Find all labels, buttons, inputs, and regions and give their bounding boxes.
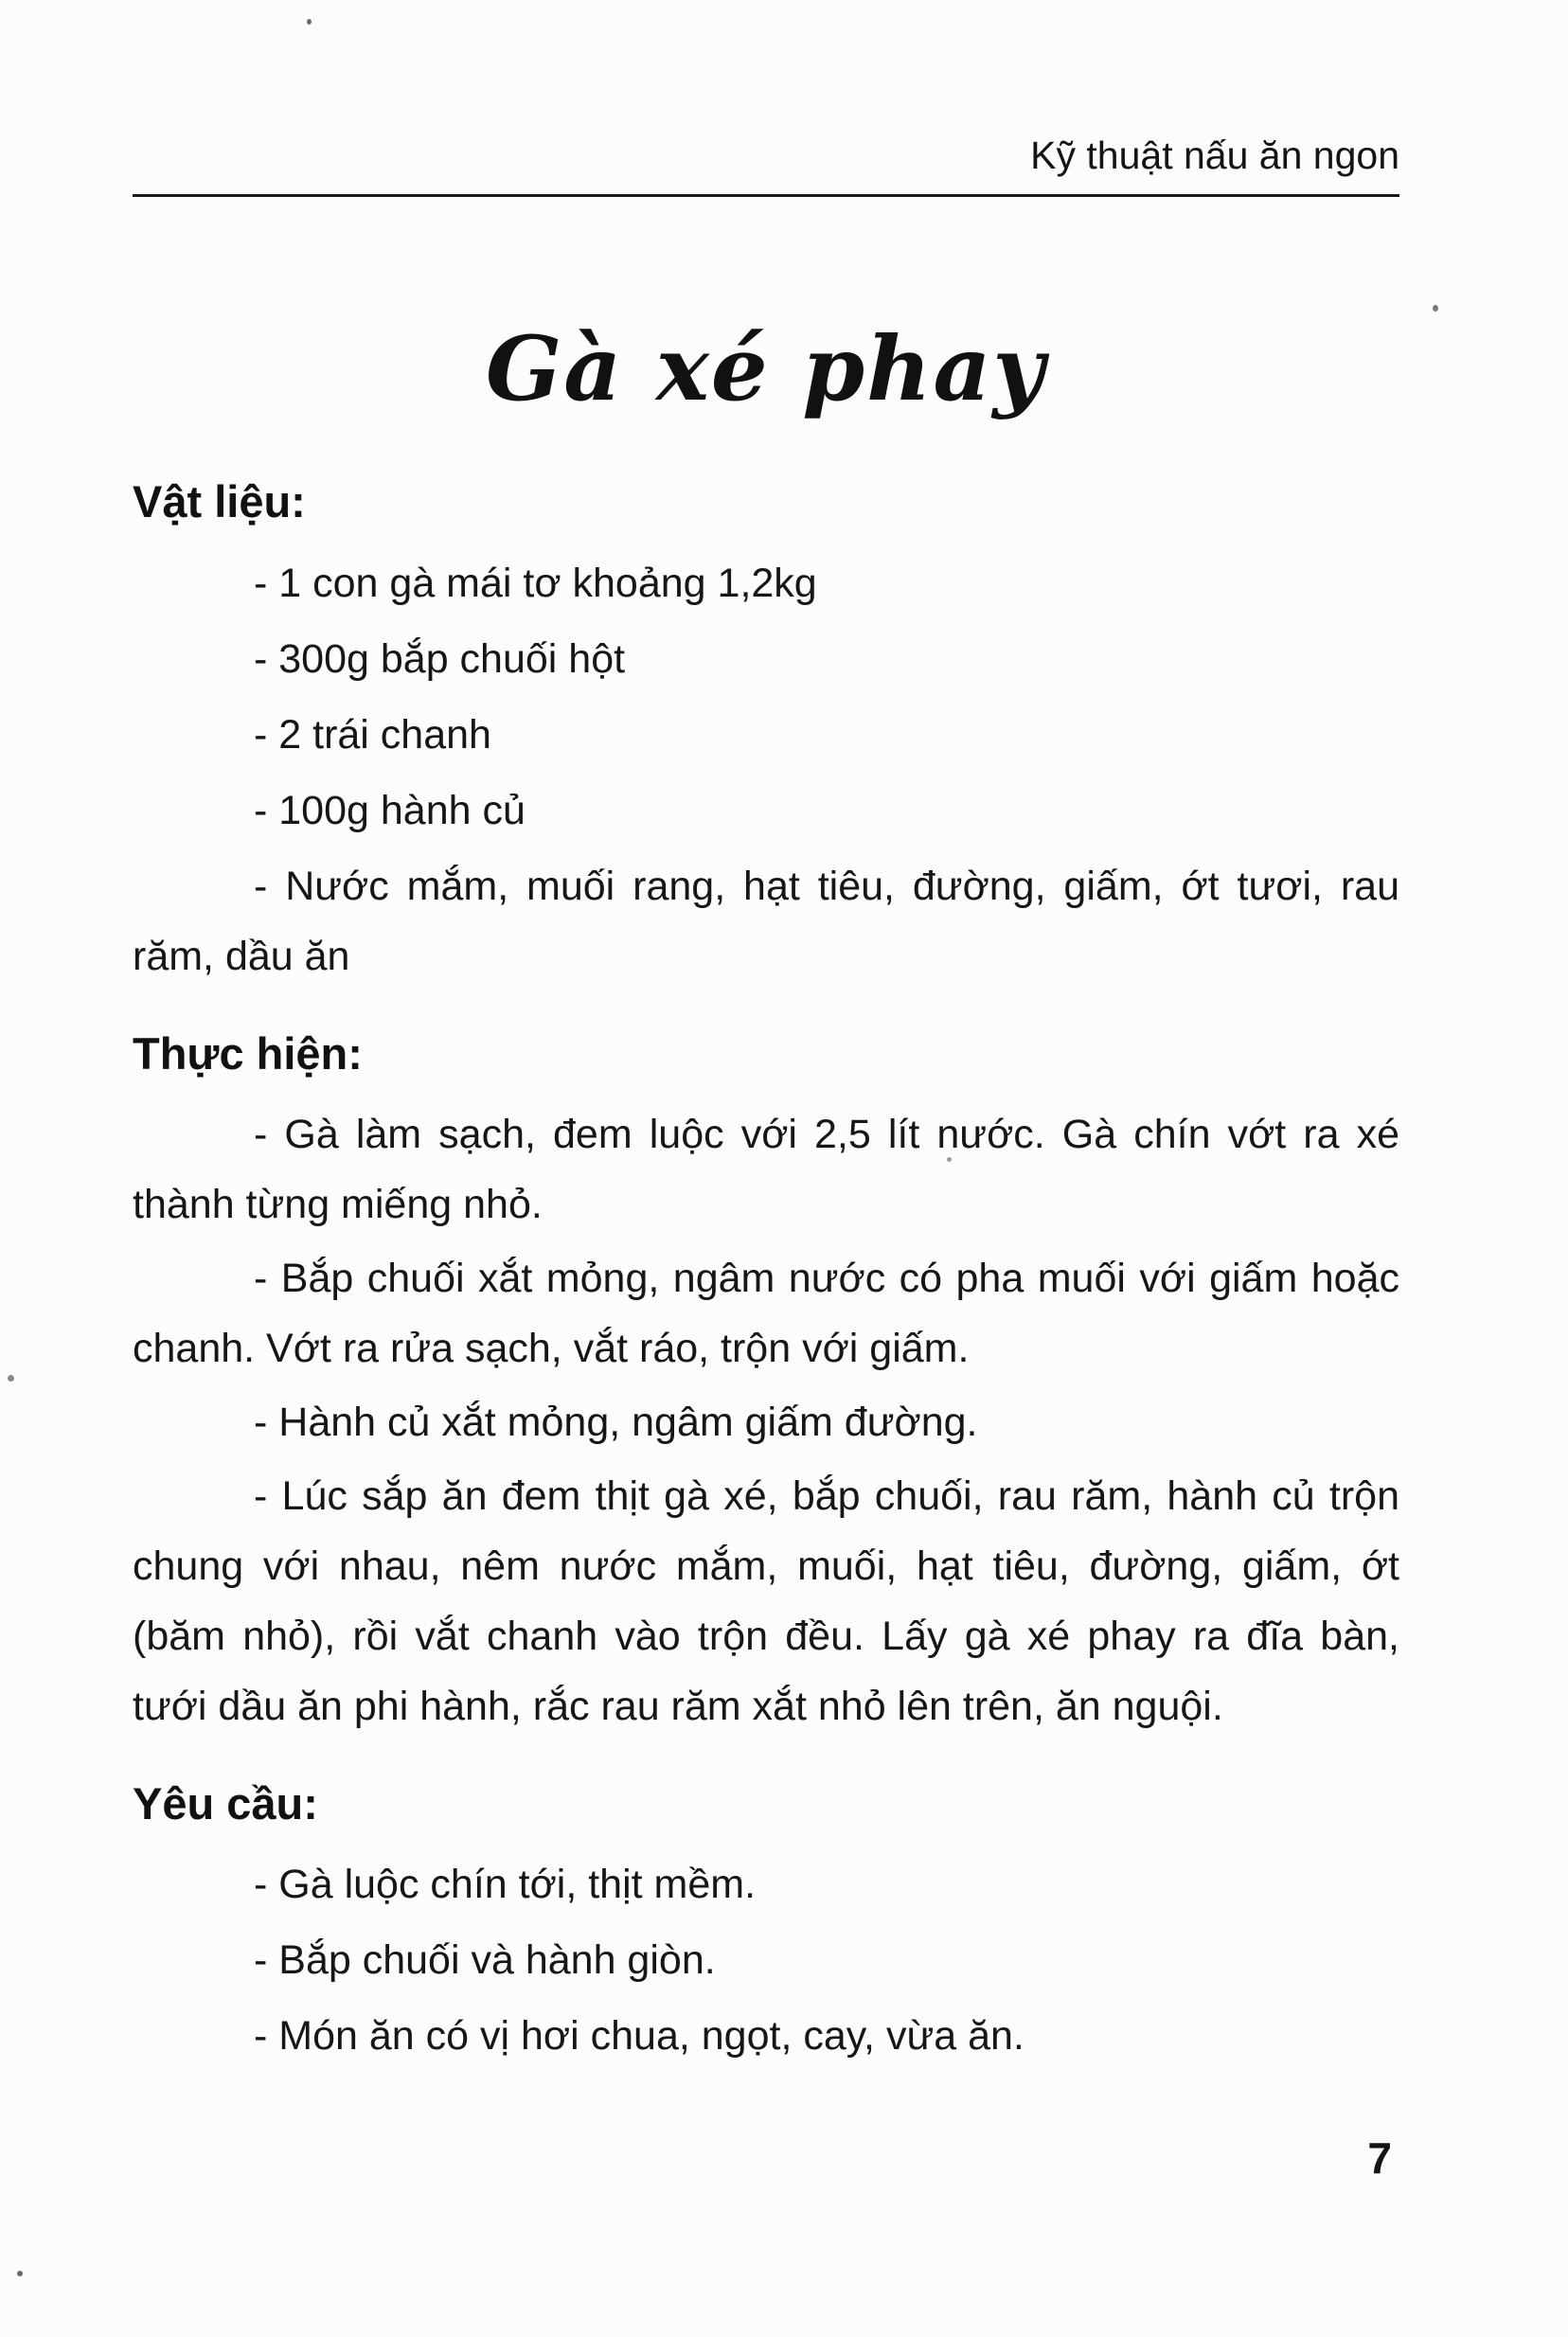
scan-artifact-dot [1433,305,1438,312]
scan-artifact-dot [8,1375,14,1382]
running-header-text: Kỹ thuật nấu ăn ngon [1030,134,1399,177]
ingredient-item: - 2 trái chanh [254,711,491,758]
scan-artifact-dot [947,1157,952,1162]
section-method [133,1027,1399,1741]
method-step: - Hành củ xắt mỏng, ngâm giấm đường. [254,1400,978,1446]
section-heading-requirements: Yêu cầu: [133,1778,318,1829]
requirement-item: - Gà luộc chín tới, thịt mềm. [254,1862,757,1908]
section-ingredients [133,475,1399,990]
section-heading-ingredients: Vật liệu: [133,476,306,527]
method-step: - Lúc sắp ăn đem thịt gà xé, bắp chuối, rau răm, hành củ trộn chung với nhau, nêm nước mắm, muối, hạt tiêu, đường, giấm, ớt (băm nhỏ), rồi vắt chanh vào trộn đều. Lấy gà xé phay ra đĩa bàn, tưới dầu ăn phi hành, rắc rau răm xắt nhỏ lên trên, ăn nguội. [133,1473,1399,1730]
section-requirements [133,1777,1399,2071]
scan-artifact-dot [17,2271,23,2276]
method-step: - Gà làm sạch, đem luộc với 2,5 lít nước. Gà chín vớt ra xé thành từng miếng nhỏ. [133,1112,1399,1228]
ingredient-item: - 300g bắp chuối hột [254,635,626,682]
requirement-item: - Món ăn có vị hơi chua, ngọt, cay, vừa ăn. [254,2013,1025,2060]
section-heading-method: Thực hiện: [133,1027,363,1079]
running-header [133,0,1399,179]
recipe-title: Gà xé phay [485,317,1047,422]
ingredient-item: - Nước mắm, muối rang, hạt tiêu, đường, giấm, ớt tươi, rau răm, dầu ăn [133,863,1399,979]
method-step: - Bắp chuối xắt mỏng, ngâm nước có pha muối với giấm hoặc chanh. Vớt ra rửa sạch, vắt ráo, trộn với giấm. [133,1256,1399,1372]
ingredient-item: - 1 con gà mái tơ khoảng 1,2kg [254,560,817,606]
page-number: 7 [1367,2133,1392,2183]
ingredient-item: - 100g hành củ [254,787,526,833]
header-rule [133,194,1399,197]
scan-artifact-dot [307,19,312,25]
requirement-item: - Bắp chuối và hành giòn. [254,1937,716,1984]
